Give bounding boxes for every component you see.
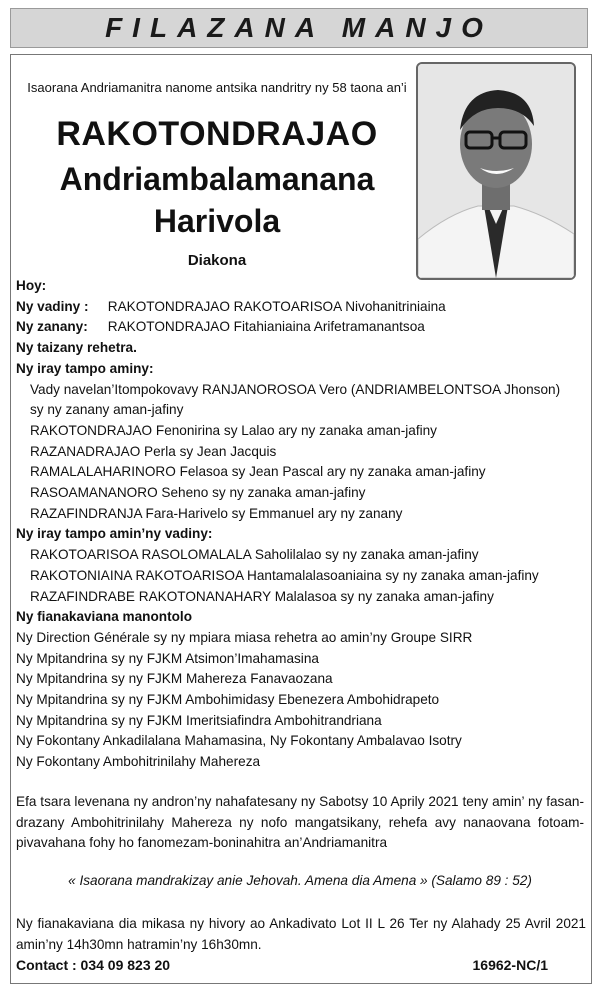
deceased-surname: RAKOTONDRAJAO bbox=[56, 115, 378, 153]
sibling-line: RAZAFINDRANJA Fara-Harivelo sy Emmanuel ary ny zanany bbox=[30, 505, 403, 521]
extended-family-line: Ny Fokontany Ambohitrinilahy Mahereza bbox=[16, 754, 261, 770]
spouse-sibling-line: RAKOTOARISOA RASOLOMALALA Saholilalao sy ny zanaka aman-jafiny bbox=[30, 547, 479, 563]
spouse-sibling-line: RAKOTONIAINA RAKOTOARISOA Hantamalalasoaniaina sy ny zanaka aman-jafiny bbox=[30, 567, 539, 583]
extended-family-line: Ny Mpitandrina sy ny FJKM Imeritsiafindra Ambohitrandriana bbox=[16, 712, 382, 728]
extended-family-line: Ny Fokontany Ankadilalana Mahamasina, Ny Fokontany Ambalavao Isotry bbox=[16, 733, 462, 749]
extended-family-line: Ny Direction Générale sy ny mpiara miasa rehetra ao amin’ny Groupe SIRR bbox=[16, 629, 473, 645]
deceased-given-name-1: Andriambalamanana bbox=[59, 161, 375, 197]
siblings-heading: Ny iray tampo aminy: bbox=[16, 360, 154, 376]
page-title: FILAZANA MANJO bbox=[105, 12, 493, 43]
contact-info: Contact : 034 09 823 20 bbox=[16, 957, 171, 973]
sibling-line: Vady navelan’Itompokovavy RANJANOROSOA Vero (ANDRIAMBELONTSOA Jhonson) bbox=[30, 381, 561, 397]
burial-notice: Efa tsara levenana ny andron’ny nahafatesany ny Sabotsy 10 Aprily 2021 teny amin’ ny fasan-drazany Ambohitrinilahy Mahereza ny nofo mangatsikany, rehefa avy nanaovana fotoam-pivavahana fohy ho fanomezam-boninahitra an’Andriamanitra bbox=[16, 794, 584, 851]
grandchildren-line: Ny taizany rehetra. bbox=[16, 340, 137, 356]
deceased-given-name-2: Harivola bbox=[153, 203, 281, 239]
portrait-image bbox=[418, 64, 574, 278]
family-list bbox=[16, 276, 586, 773]
extended-family-heading: Ny fianakaviana manontolo bbox=[16, 609, 193, 625]
child-row bbox=[16, 317, 586, 338]
intro-text: Isaorana Andriamanitra nanome antsika nandritry ny 58 taona an’i bbox=[27, 80, 407, 95]
service-notice: Ny fianakaviana dia mikasa ny hivory ao Ankadivato Lot II L 26 Ter ny Alahady 25 Avril 2021 amin’ny 14h30mn hatramin’ny 16h30mn. bbox=[16, 916, 586, 952]
sibling-line: RASOAMANANORO Seheno sy ny zanaka aman-jafiny bbox=[30, 485, 366, 501]
sibling-line: RAZANADRAJAO Perla sy Jean Jacquis bbox=[30, 443, 277, 459]
extended-family-line: Ny Mpitandrina sy ny FJKM Atsimon’Imahamasina bbox=[16, 650, 319, 666]
spouse-row bbox=[16, 297, 586, 318]
spouse-siblings-heading: Ny iray tampo amin’ny vadiny: bbox=[16, 526, 213, 542]
bible-quote: « Isaorana mandrakizay anie Jehovah. Amena dia Amena » (Salamo 89 : 52) bbox=[68, 873, 532, 888]
spouse-sibling-line: RAZAFINDRABE RAKOTONANAHARY Malalasoa sy ny zanaka aman-jafiny bbox=[30, 588, 494, 604]
spouse-label: Ny vadiny : bbox=[16, 298, 89, 314]
sibling-line: RAKOTONDRAJAO Fenonirina sy Lalao ary ny zanaka aman-jafiny bbox=[30, 422, 437, 438]
extended-family-line: Ny Mpitandrina sy ny FJKM Ambohimidasy Ebenezera Ambohidrapeto bbox=[16, 692, 440, 708]
spouse-value: RAKOTONDRAJAO RAKOTOARISOA Nivohanitriniaina bbox=[107, 298, 446, 314]
child-label: Ny zanany: bbox=[16, 319, 88, 335]
portrait-photo bbox=[416, 62, 576, 280]
extended-family-line: Ny Mpitandrina sy ny FJKM Mahereza Fanavaozana bbox=[16, 671, 333, 687]
sibling-line: sy ny zanany aman-jafiny bbox=[30, 402, 184, 418]
reference-number: 16962-NC/1 bbox=[472, 957, 548, 973]
hoy-label: Hoy: bbox=[16, 278, 47, 293]
deceased-title: Diakona bbox=[187, 252, 247, 269]
child-value: RAKOTONDRAJAO Fitahianiaina Arifetramanantsoa bbox=[107, 319, 425, 335]
header-banner bbox=[10, 8, 588, 48]
sibling-line: RAMALALAHARINORO Felasoa sy Jean Pascal ary ny zanaka aman-jafiny bbox=[30, 464, 486, 480]
